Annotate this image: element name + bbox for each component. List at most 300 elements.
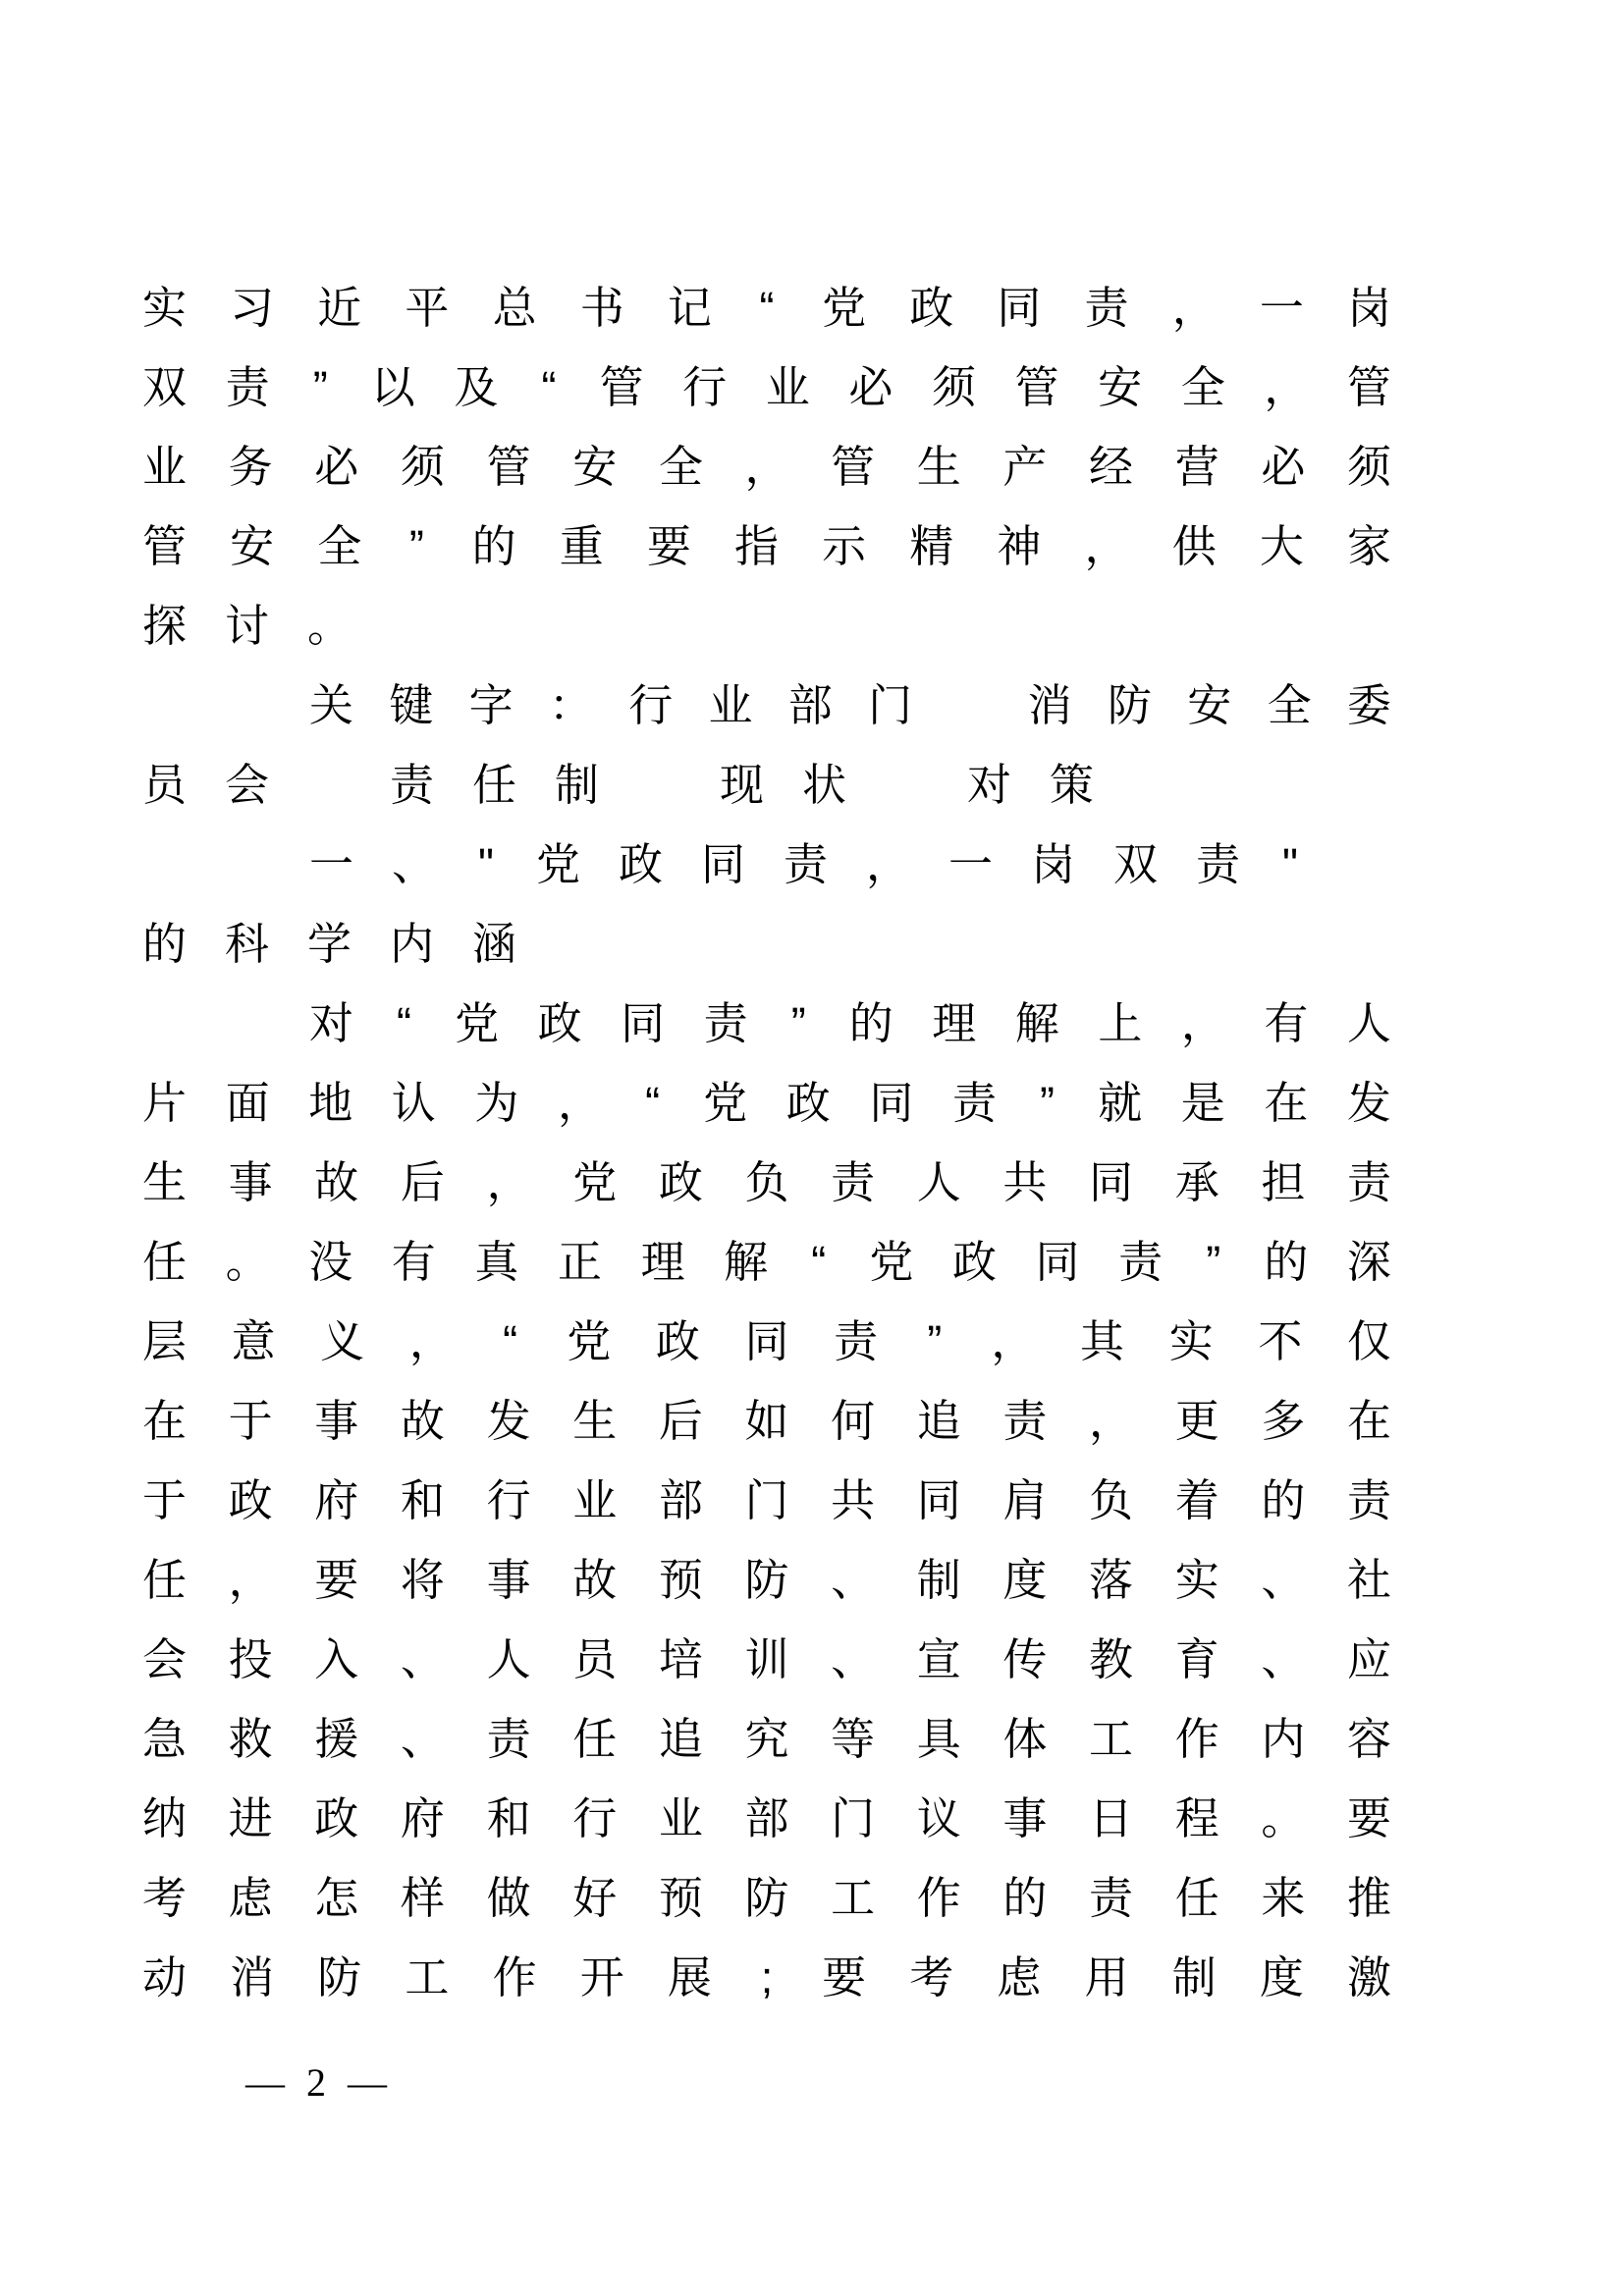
character: 责 — [951, 1078, 997, 1128]
character: " — [1282, 839, 1298, 889]
character: 党 — [822, 283, 867, 333]
character: 、 — [1261, 1555, 1306, 1605]
character: 要 — [646, 521, 691, 571]
character: 地 — [308, 1078, 353, 1128]
character: 体 — [1002, 1714, 1048, 1764]
character: 政 — [228, 1475, 273, 1525]
text-line-13 — [142, 1222, 1391, 1302]
character: 部 — [744, 1793, 789, 1843]
character: 示 — [822, 521, 867, 571]
character: 认 — [391, 1078, 436, 1128]
character: 双 — [142, 362, 188, 412]
character: 党 — [536, 839, 581, 889]
character: 理 — [640, 1237, 685, 1287]
character: 上 — [1098, 998, 1143, 1048]
character: 责 — [1118, 1237, 1164, 1287]
character: 其 — [1080, 1316, 1125, 1366]
text-line-1 — [142, 268, 1391, 347]
character: 有 — [391, 1237, 436, 1287]
character: 激 — [1346, 1952, 1391, 2002]
character: 政 — [655, 1316, 700, 1366]
character: 门 — [831, 1793, 876, 1843]
character: 进 — [228, 1793, 273, 1843]
text-line-22 — [142, 1938, 1391, 2017]
character: 程 — [1174, 1793, 1219, 1843]
character: 责 — [1346, 1475, 1391, 1525]
character: 何 — [831, 1396, 876, 1446]
character: 具 — [916, 1714, 961, 1764]
character: 及 — [454, 362, 499, 412]
character: 经 — [1089, 442, 1134, 492]
character: ， — [1180, 998, 1225, 1048]
character: 负 — [744, 1157, 789, 1207]
character: 事 — [486, 1555, 531, 1605]
character: 教 — [1089, 1634, 1134, 1684]
character: 要 — [822, 1952, 867, 2002]
character: 有 — [1264, 998, 1309, 1048]
character: ， — [557, 1078, 602, 1128]
character: 全 — [317, 521, 362, 571]
character: 安 — [1098, 362, 1143, 412]
character: “ — [541, 362, 557, 412]
text-line-17 — [142, 1540, 1391, 1620]
character: 政 — [619, 839, 664, 889]
character: 习 — [230, 283, 275, 333]
character: 纳 — [142, 1793, 188, 1843]
character: 门 — [868, 680, 913, 730]
character: 承 — [1174, 1157, 1219, 1207]
character: 生 — [142, 1157, 188, 1207]
character: " — [478, 839, 494, 889]
character: 制 — [1171, 1952, 1217, 2002]
character: 作 — [492, 1952, 537, 2002]
character: 行 — [572, 1793, 618, 1843]
character: 。 — [1261, 1793, 1306, 1843]
character: 制 — [555, 760, 600, 810]
character: 作 — [1174, 1714, 1219, 1764]
character: 精 — [909, 521, 954, 571]
character: 正 — [557, 1237, 602, 1287]
character: 府 — [314, 1475, 359, 1525]
character: 担 — [1261, 1157, 1306, 1207]
character: 在 — [142, 1396, 188, 1446]
character: 业 — [658, 1793, 703, 1843]
character: 探 — [142, 601, 188, 651]
character: 家 — [1346, 521, 1391, 571]
character: 对 — [967, 760, 1012, 810]
text-line-11 — [142, 1063, 1391, 1143]
character: 会 — [225, 760, 270, 810]
character: 党 — [572, 1157, 618, 1207]
character: 没 — [308, 1237, 353, 1287]
character: 消 — [230, 1952, 275, 2002]
character: 育 — [1174, 1634, 1219, 1684]
character: 日 — [1089, 1793, 1134, 1843]
text-line-7 — [142, 745, 1391, 825]
character: 总 — [492, 283, 537, 333]
character: 好 — [572, 1873, 618, 1923]
character: 政 — [785, 1078, 831, 1128]
text-line-18 — [142, 1620, 1391, 1699]
text-line-9 — [142, 904, 1391, 984]
character: 责 — [831, 1157, 876, 1207]
character: ， — [991, 1316, 1036, 1366]
character: 近 — [317, 283, 362, 333]
character: 须 — [1346, 442, 1391, 492]
character: 同 — [1089, 1157, 1134, 1207]
character: 状 — [802, 760, 847, 810]
character: 事 — [314, 1396, 359, 1446]
character: 考 — [909, 1952, 954, 2002]
character: 责 — [1196, 839, 1241, 889]
character: 门 — [744, 1475, 789, 1525]
character: 一 — [309, 839, 354, 889]
character: 的 — [1264, 1237, 1309, 1287]
character: 人 — [916, 1157, 961, 1207]
character: ” — [1040, 1078, 1056, 1128]
character: 虑 — [997, 1952, 1042, 2002]
character: 作 — [916, 1873, 961, 1923]
character: 援 — [314, 1714, 359, 1764]
character: 来 — [1261, 1873, 1306, 1923]
character: 神 — [997, 521, 1042, 571]
character: 责 — [225, 362, 270, 412]
character: 在 — [1264, 1078, 1309, 1128]
character: 安 — [1187, 680, 1232, 730]
character: 做 — [486, 1873, 531, 1923]
character: 政 — [909, 283, 954, 333]
character: 对 — [309, 998, 354, 1048]
character: 党 — [869, 1237, 914, 1287]
character: 故 — [572, 1555, 618, 1605]
character: 涵 — [472, 919, 517, 969]
character: 管 — [486, 442, 531, 492]
character: 学 — [307, 919, 352, 969]
character: ， — [408, 1316, 454, 1366]
character: 实 — [1174, 1555, 1219, 1605]
character: 故 — [400, 1396, 445, 1446]
character: 字 — [468, 680, 514, 730]
character: 故 — [314, 1157, 359, 1207]
character: 行 — [682, 362, 728, 412]
character: 于 — [142, 1475, 188, 1525]
character: 工 — [1089, 1714, 1134, 1764]
character: 人 — [1346, 998, 1391, 1048]
character: 在 — [1346, 1396, 1391, 1446]
page-number: — 2 — — [245, 2060, 393, 2105]
character: 任 — [1174, 1873, 1219, 1923]
character: 任 — [142, 1555, 188, 1605]
character: 入 — [314, 1634, 359, 1684]
character: 同 — [701, 839, 746, 889]
character: 预 — [658, 1873, 703, 1923]
text-line-14 — [142, 1302, 1391, 1381]
character: ， — [1264, 362, 1309, 412]
text-line-5 — [142, 586, 1391, 666]
character: 要 — [1346, 1793, 1391, 1843]
character: 党 — [455, 998, 500, 1048]
character: ， — [866, 839, 911, 889]
character: 发 — [486, 1396, 531, 1446]
character: 委 — [1346, 680, 1391, 730]
character: 实 — [142, 283, 188, 333]
character: 部 — [787, 680, 833, 730]
character: 平 — [405, 283, 450, 333]
character: 行 — [628, 680, 674, 730]
character: 工 — [405, 1952, 450, 2002]
character: 营 — [1174, 442, 1219, 492]
character: 现 — [720, 760, 765, 810]
character: 肩 — [1002, 1475, 1048, 1525]
character: 同 — [1035, 1237, 1080, 1287]
text-line-12 — [142, 1143, 1391, 1222]
character: 管 — [142, 521, 188, 571]
character: 追 — [916, 1396, 961, 1446]
character: 必 — [314, 442, 359, 492]
character: 培 — [658, 1634, 703, 1684]
character: 讨 — [225, 601, 270, 651]
character: 社 — [1346, 1555, 1391, 1605]
character: 样 — [400, 1873, 445, 1923]
character: 开 — [579, 1952, 624, 2002]
character: 责 — [703, 998, 748, 1048]
character: 如 — [744, 1396, 789, 1446]
text-line-16 — [142, 1461, 1391, 1540]
character: 、 — [400, 1714, 445, 1764]
character: 将 — [400, 1555, 445, 1605]
character: ， — [486, 1157, 531, 1207]
character: 等 — [831, 1714, 876, 1764]
character: 业 — [708, 680, 753, 730]
character: 意 — [231, 1316, 276, 1366]
character: 容 — [1346, 1714, 1391, 1764]
character: 管 — [1014, 362, 1059, 412]
character: 供 — [1171, 521, 1217, 571]
character: 的 — [471, 521, 516, 571]
character: 责 — [1002, 1396, 1048, 1446]
character: 记 — [667, 283, 712, 333]
character: ” — [408, 521, 424, 571]
character: 推 — [1346, 1873, 1391, 1923]
character: 业 — [142, 442, 188, 492]
character: 消 — [1027, 680, 1072, 730]
text-line-8 — [142, 825, 1391, 904]
character: 键 — [389, 680, 434, 730]
character: 、 — [1261, 1634, 1306, 1684]
character: 着 — [1174, 1475, 1219, 1525]
character: 全 — [658, 442, 703, 492]
character: 。 — [307, 601, 352, 651]
character: 议 — [916, 1793, 961, 1843]
character: 真 — [474, 1237, 519, 1287]
character: 会 — [142, 1634, 188, 1684]
character: 考 — [142, 1873, 188, 1923]
character: 、 — [400, 1634, 445, 1684]
character: 政 — [658, 1157, 703, 1207]
character: 为 — [474, 1078, 519, 1128]
character: 全 — [1267, 680, 1312, 730]
character: 防 — [744, 1873, 789, 1923]
character: 要 — [314, 1555, 359, 1605]
text-line-21 — [142, 1858, 1391, 1938]
character: 政 — [951, 1237, 997, 1287]
character: 动 — [142, 1952, 188, 2002]
character: 的 — [1261, 1475, 1306, 1525]
character: 防 — [1107, 680, 1152, 730]
character: 一 — [948, 839, 994, 889]
character: ， — [1089, 1396, 1134, 1446]
character: 的 — [848, 998, 893, 1048]
character: 制 — [916, 1555, 961, 1605]
character: 任 — [472, 760, 517, 810]
character: 员 — [142, 760, 188, 810]
character: 发 — [1346, 1078, 1391, 1128]
character: 落 — [1089, 1555, 1134, 1605]
character: 岗 — [1031, 839, 1076, 889]
character: 责 — [1084, 283, 1129, 333]
character: 用 — [1084, 1952, 1129, 2002]
character: 任 — [572, 1714, 618, 1764]
character: 书 — [579, 283, 624, 333]
character: 管 — [599, 362, 644, 412]
character: 业 — [765, 362, 810, 412]
character: 和 — [486, 1793, 531, 1843]
character: 深 — [1346, 1237, 1391, 1287]
character: “ — [397, 998, 412, 1048]
character: 、 — [392, 839, 437, 889]
character: 救 — [228, 1714, 273, 1764]
character: 须 — [400, 442, 445, 492]
character: 重 — [559, 521, 604, 571]
character: 防 — [317, 1952, 362, 2002]
character: 关 — [309, 680, 354, 730]
character: 人 — [486, 1634, 531, 1684]
character: 怎 — [314, 1873, 359, 1923]
character: 业 — [572, 1475, 618, 1525]
character: 府 — [400, 1793, 445, 1843]
character: ， — [1084, 521, 1129, 571]
character: 、 — [831, 1634, 876, 1684]
character: 防 — [744, 1555, 789, 1605]
character: 仅 — [1346, 1316, 1391, 1366]
character: 面 — [225, 1078, 270, 1128]
character: 训 — [744, 1634, 789, 1684]
character: ” — [790, 998, 806, 1048]
character: 须 — [931, 362, 976, 412]
character: ： — [548, 680, 593, 730]
text-line-2 — [142, 347, 1391, 427]
character: 部 — [658, 1475, 703, 1525]
character: 责 — [1089, 1873, 1134, 1923]
character: 事 — [1002, 1793, 1048, 1843]
character: 生 — [572, 1396, 618, 1446]
character: 责 — [1346, 1157, 1391, 1207]
character: 大 — [1259, 521, 1304, 571]
character: 层 — [142, 1316, 188, 1366]
character: 更 — [1174, 1396, 1219, 1446]
text-line-6 — [142, 666, 1391, 745]
character: 度 — [1259, 1952, 1304, 2002]
character: 政 — [314, 1793, 359, 1843]
character: 展 — [667, 1952, 712, 2002]
character: 管 — [831, 442, 876, 492]
character: 是 — [1180, 1078, 1225, 1128]
character: 的 — [142, 919, 188, 969]
character: 虑 — [228, 1873, 273, 1923]
character: 不 — [1258, 1316, 1303, 1366]
character: ” — [927, 1316, 943, 1366]
character: 党 — [703, 1078, 748, 1128]
character: 宣 — [916, 1634, 961, 1684]
character: 同 — [744, 1316, 789, 1366]
character: 必 — [1261, 442, 1306, 492]
character: 追 — [658, 1714, 703, 1764]
character: 安 — [572, 442, 618, 492]
character: 科 — [225, 919, 270, 969]
character: 生 — [916, 442, 961, 492]
character: 后 — [400, 1157, 445, 1207]
character: 必 — [848, 362, 893, 412]
character: 、 — [831, 1555, 876, 1605]
character: 义 — [320, 1316, 365, 1366]
character: 究 — [744, 1714, 789, 1764]
character: 共 — [1002, 1157, 1048, 1207]
character: 岗 — [1346, 283, 1391, 333]
text-line-19 — [142, 1699, 1391, 1779]
character: 传 — [1002, 1634, 1048, 1684]
character: 实 — [1168, 1316, 1214, 1366]
character: 应 — [1346, 1634, 1391, 1684]
character: 。 — [225, 1237, 270, 1287]
character: 指 — [733, 521, 779, 571]
character: 全 — [1180, 362, 1225, 412]
character: 负 — [1089, 1475, 1134, 1525]
character: ， — [228, 1555, 273, 1605]
character: 以 — [370, 362, 415, 412]
character: 责 — [834, 1316, 879, 1366]
character: 内 — [1261, 1714, 1306, 1764]
text-line-15 — [142, 1381, 1391, 1461]
character: 投 — [228, 1634, 273, 1684]
character: 解 — [724, 1237, 769, 1287]
character: 共 — [831, 1475, 876, 1525]
character: 同 — [621, 998, 666, 1048]
text-line-20 — [142, 1779, 1391, 1858]
text-line-4 — [142, 507, 1391, 586]
character: 安 — [230, 521, 275, 571]
character: 的 — [1002, 1873, 1048, 1923]
character: 急 — [142, 1714, 188, 1764]
character: 务 — [228, 442, 273, 492]
character: 产 — [1002, 442, 1048, 492]
character: 同 — [869, 1078, 914, 1128]
character: 同 — [997, 283, 1042, 333]
character: “ — [645, 1078, 661, 1128]
character: 责 — [390, 760, 435, 810]
character: 行 — [486, 1475, 531, 1525]
character: 片 — [142, 1078, 188, 1128]
character: ” — [312, 362, 328, 412]
character: 度 — [1002, 1555, 1048, 1605]
character: 于 — [228, 1396, 273, 1446]
character: ， — [1171, 283, 1217, 333]
character: 多 — [1261, 1396, 1306, 1446]
character: “ — [503, 1316, 518, 1366]
character: ， — [744, 442, 789, 492]
character: 员 — [572, 1634, 618, 1684]
character: 后 — [658, 1396, 703, 1446]
character: 解 — [1014, 998, 1059, 1048]
